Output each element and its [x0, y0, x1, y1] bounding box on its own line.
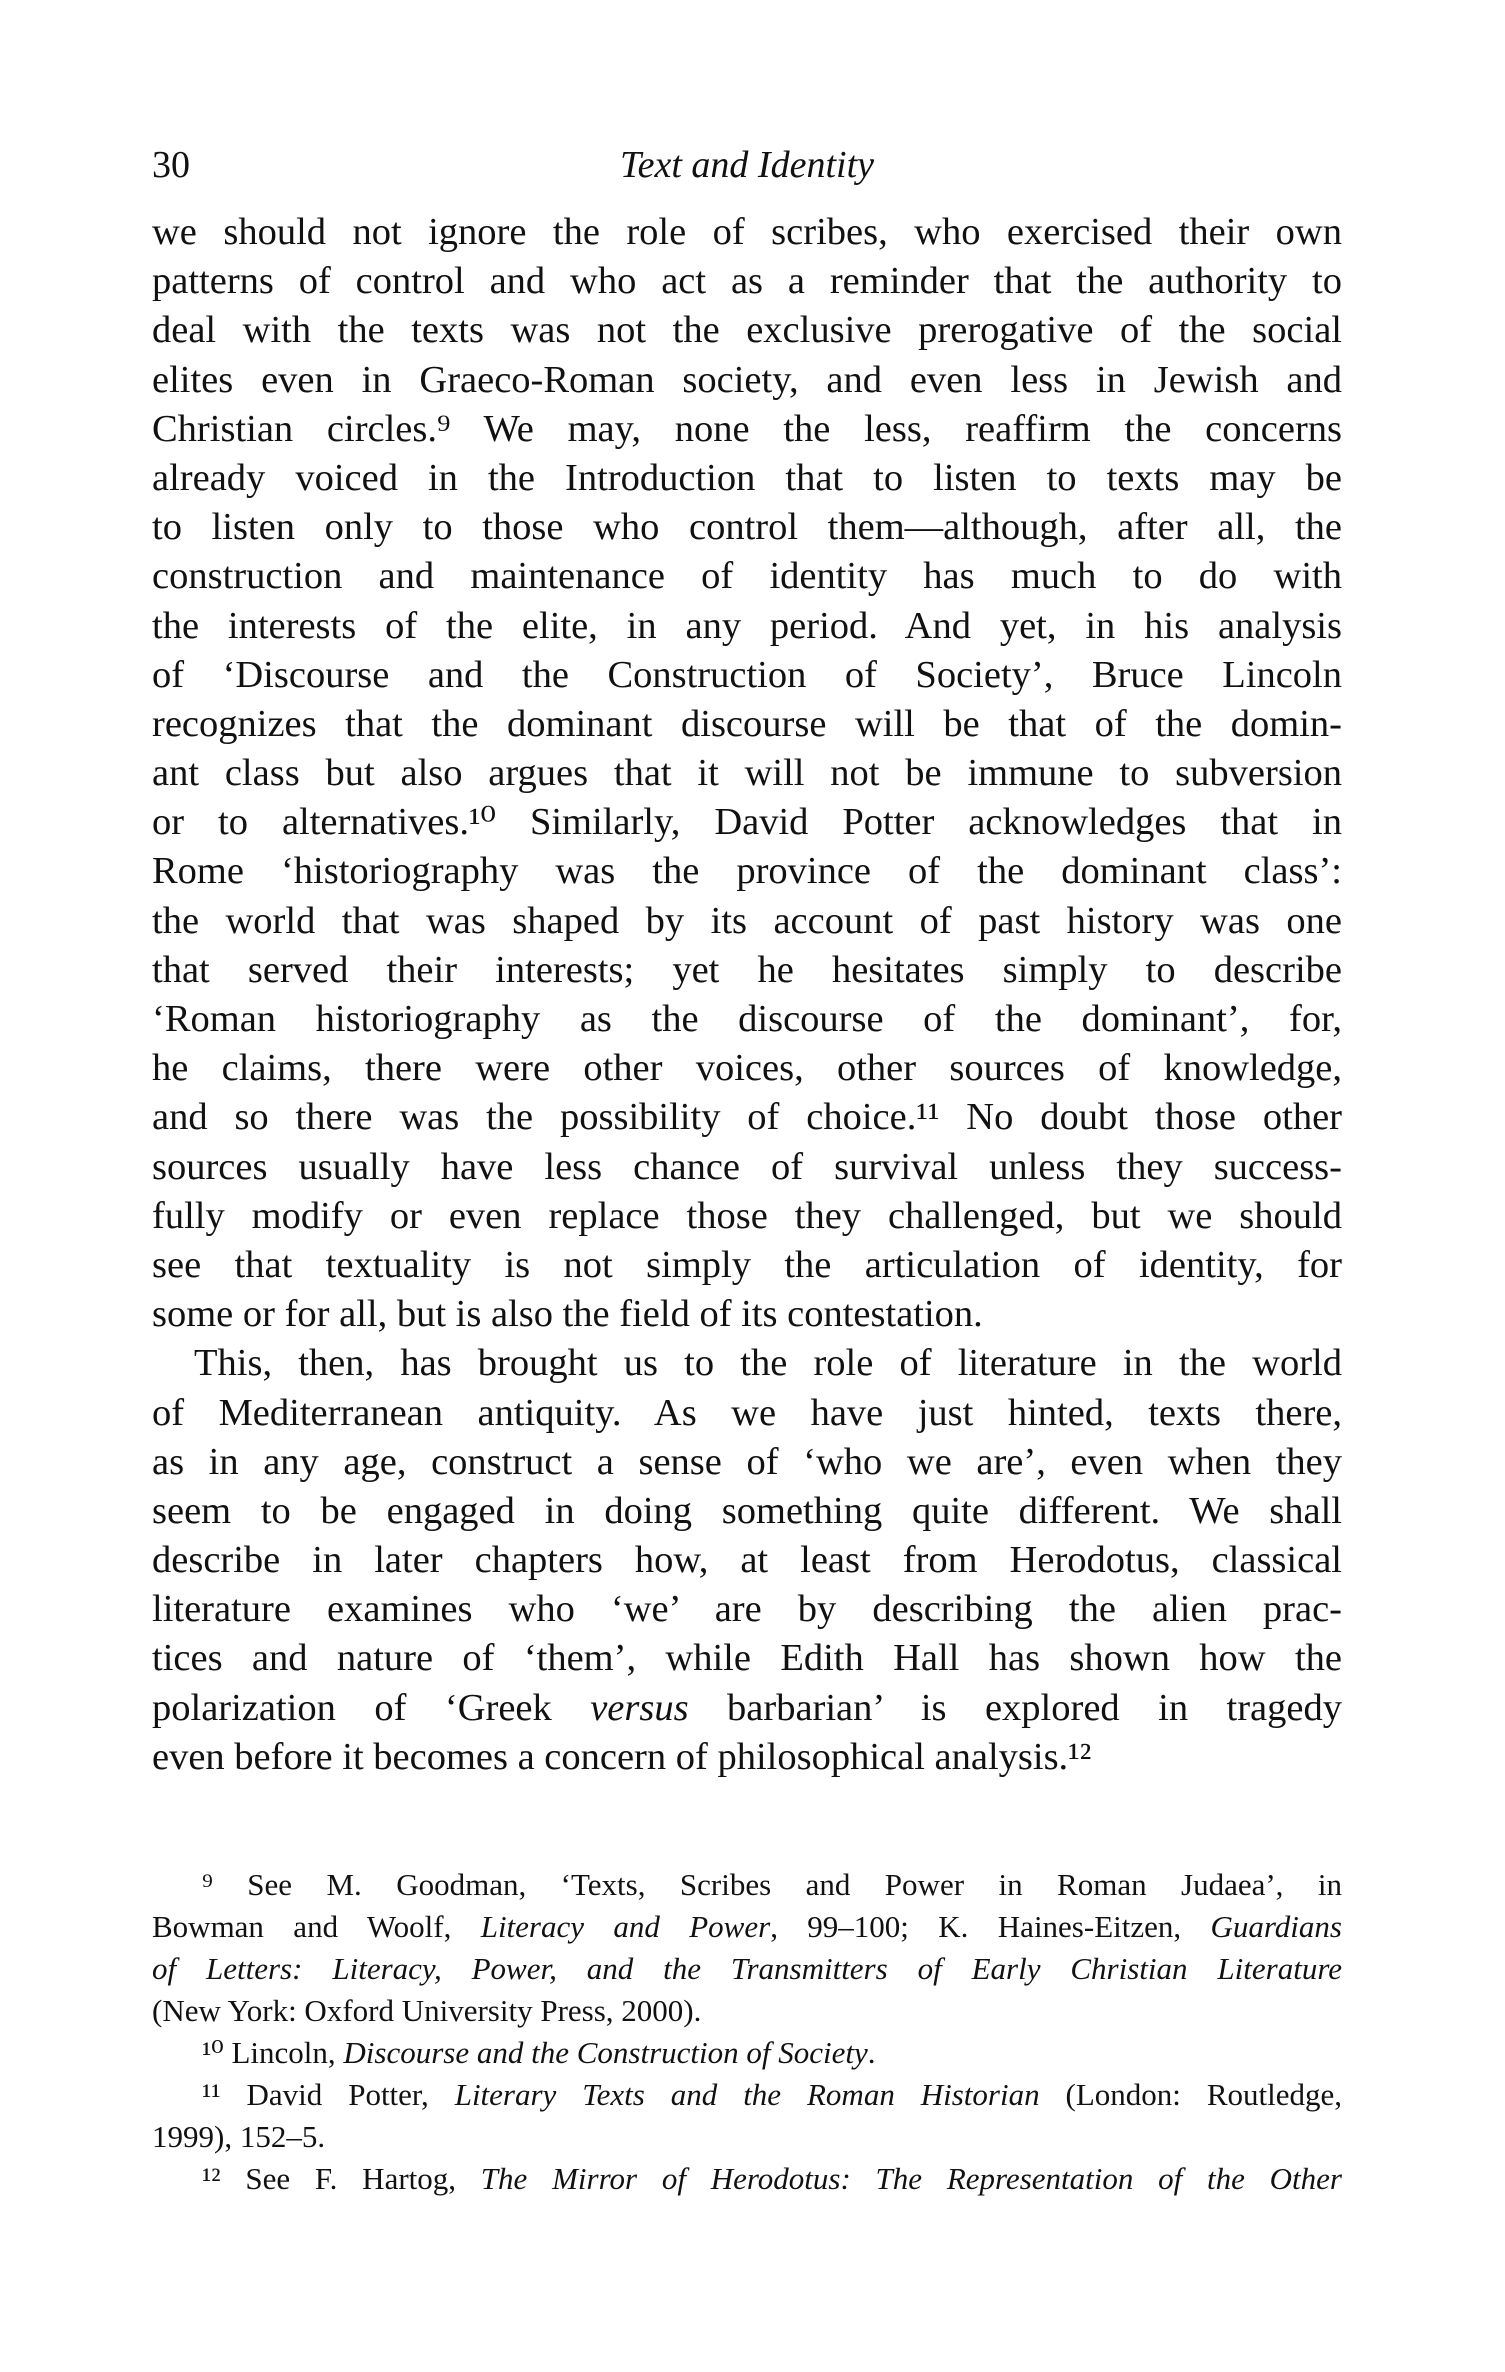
text-line: deal with the texts was not the exclusive prerogative of the social: [152, 309, 1342, 352]
text-line: ‘Roman historiography as the discourse of the dominant’, for,: [152, 998, 1342, 1040]
text-line: already voiced in the Introduction that to listen to texts may be: [152, 456, 1342, 499]
text-segment: Bowman and Woolf,: [152, 1909, 481, 1944]
citation-title: of Letters: Literacy, Power, and the Transmitters of Early Christian Literature: [152, 1951, 1342, 1986]
footnote-11-line: [152, 2074, 1342, 2116]
text-line: the interests of the elite, in any period. And yet, in his analysis: [152, 604, 1342, 647]
text-line: or to alternatives.¹⁰ Similarly, David Potter acknowledges that in: [152, 801, 1342, 844]
text-line: and so there was the possibility of choice.¹¹ No doubt those other: [152, 1096, 1342, 1139]
text-line: fully modify or even replace those they challenged, but we should: [152, 1194, 1342, 1237]
running-header: [152, 140, 1342, 190]
footnotes: [152, 1864, 1342, 2200]
citation-title: The Mirror of Herodotus: The Representation of the Other: [480, 2161, 1342, 2196]
text-line: even before it becomes a concern of philosophical analysis.¹²: [152, 1735, 1092, 1778]
text-line: tices and nature of ‘them’, while Edith Hall has shown how the: [152, 1637, 1342, 1680]
citation-title: Literacy and Power: [480, 1909, 771, 1944]
text-line: seem to be engaged in doing something quite different. We shall: [152, 1489, 1342, 1532]
text-segment: ¹¹ David Potter,: [202, 2077, 455, 2112]
text-line: see that textuality is not simply the articulation of identity, for: [152, 1243, 1342, 1286]
text-segment: ¹⁰ Lincoln,: [202, 2035, 344, 2070]
text-segment: polarization of ‘Greek: [152, 1686, 591, 1729]
text-line: ant class but also argues that it will not be immune to subversion: [152, 752, 1342, 795]
citation-title: Discourse and the Construction of Society: [343, 2035, 868, 2070]
page-number: 30: [152, 144, 190, 186]
text-segment: , 99–100; K. Haines-Eitzen,: [770, 1909, 1211, 1944]
text-line: that served their interests; yet he hesitates simply to describe: [152, 948, 1342, 991]
text-line: as in any age, construct a sense of ‘who we are’, even when they: [152, 1440, 1342, 1483]
text-line: some or for all, but is also the field of its contestation.: [152, 1293, 983, 1336]
text-line: literature examines who ‘we’ are by describing the alien prac-: [152, 1588, 1342, 1631]
text-line: of Mediterranean antiquity. As we have just hinted, texts there,: [152, 1391, 1342, 1434]
text-line: to listen only to those who control them—although, after all, the: [152, 506, 1342, 549]
text-line: [152, 1684, 1342, 1733]
text-line: elites even in Graeco-Roman society, and even less in Jewish and: [152, 358, 1342, 401]
text-line: patterns of control and who act as a reminder that the authority to: [152, 260, 1342, 303]
footnote-12-line: [152, 2158, 1342, 2200]
citation-title: Literary Texts and the Roman Historian: [454, 2077, 1040, 2112]
text-segment: barbarian’ is explored in tragedy: [688, 1686, 1342, 1729]
footnote-9-line: [152, 1906, 1342, 1948]
text-line: This, then, has brought us to the role of literature in the world: [194, 1342, 1342, 1385]
footnote-9-line: ⁹ See M. Goodman, ‘Texts, Scribes and Power in Roman Judaea’, in: [202, 1867, 1342, 1902]
text-line: the world that was shaped by its account of past history was one: [152, 899, 1342, 942]
text-line: he claims, there were other voices, other sources of knowledge,: [152, 1047, 1342, 1090]
footnote-9-line: [152, 1948, 1342, 1990]
main-text: [152, 208, 1342, 1782]
text-line: describe in later chapters how, at least from Herodotus, classical: [152, 1539, 1342, 1582]
running-title: Text and Identity: [620, 144, 874, 186]
text-segment: .: [867, 2035, 876, 2070]
italic-text: versus: [590, 1686, 689, 1729]
text-segment: ¹² See F. Hartog,: [202, 2161, 481, 2196]
footnote-11-line: 1999), 152–5.: [152, 2119, 326, 2154]
text-line: recognizes that the dominant discourse will be that of the domin-: [152, 702, 1342, 745]
text-line: Christian circles.⁹ We may, none the less, reaffirm the concerns: [152, 407, 1342, 450]
text-line: Rome ‘historiography was the province of the dominant class’:: [152, 850, 1342, 893]
footnote-9-line: (New York: Oxford University Press, 2000).: [152, 1993, 702, 2028]
text-line: of ‘Discourse and the Construction of Society’, Bruce Lincoln: [152, 653, 1342, 696]
footnote-10: [152, 2032, 1342, 2074]
text-line: sources usually have less chance of survival unless they success-: [152, 1145, 1342, 1188]
text-line: construction and maintenance of identity has much to do with: [152, 555, 1342, 598]
text-line: we should not ignore the role of scribes, who exercised their own: [152, 211, 1342, 253]
text-segment: (London: Routledge,: [1039, 2077, 1343, 2112]
citation-title: Guardians: [1210, 1909, 1342, 1944]
